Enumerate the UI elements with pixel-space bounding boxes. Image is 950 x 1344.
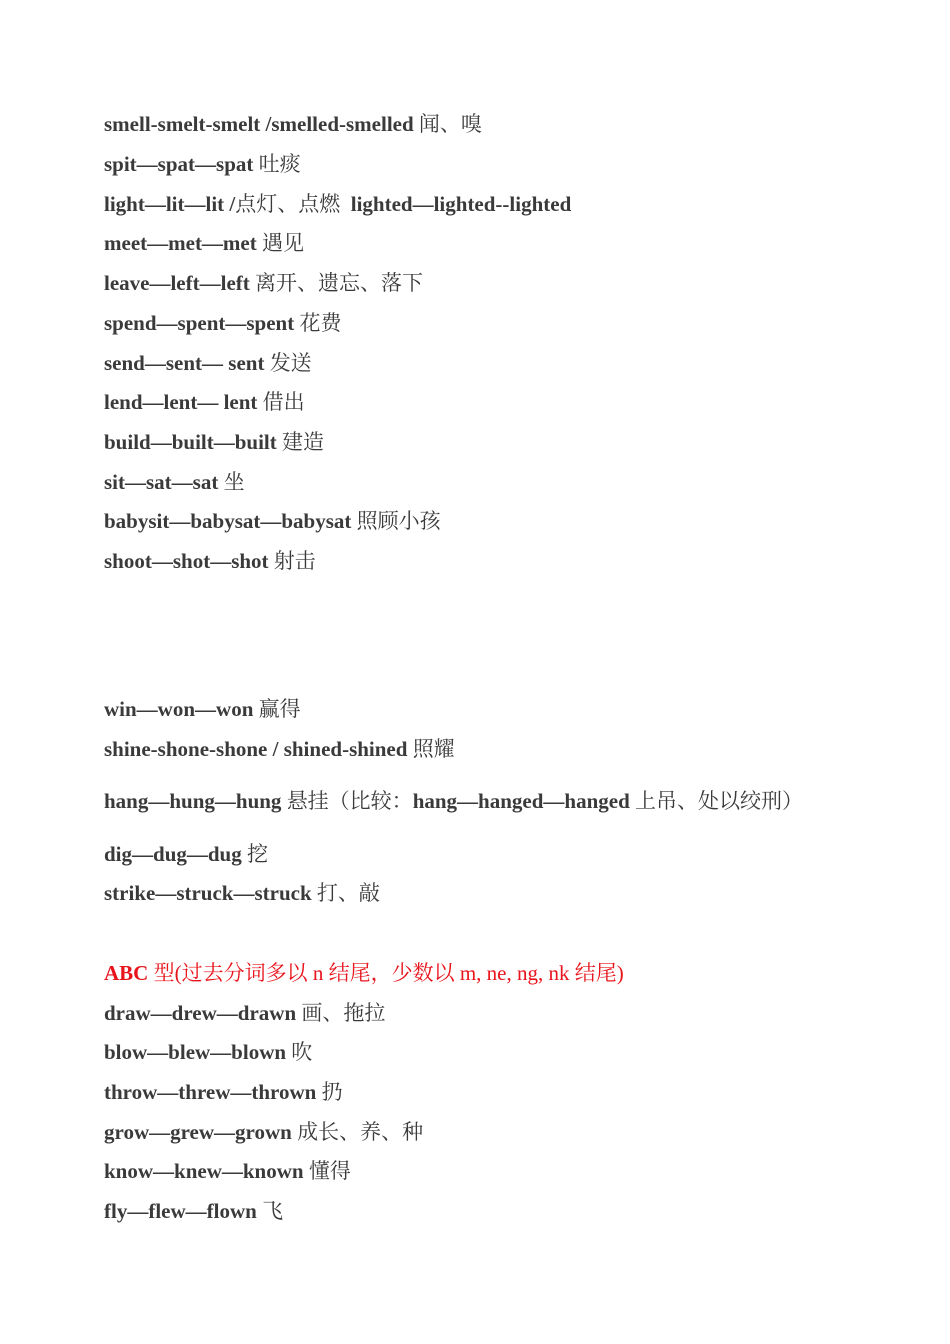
verb-forms: lend—lent— lent — [104, 390, 263, 414]
verb-line — [104, 151, 301, 177]
verb-meaning: 成长、养、种 — [297, 1120, 424, 1144]
verb-line — [104, 1119, 423, 1145]
verb-line — [104, 1198, 283, 1224]
heading-text: 结尾，少数以 — [328, 961, 455, 985]
verb-line — [104, 111, 482, 137]
verb-forms-alt: lighted—lighted--lighted — [340, 192, 572, 216]
verb-line — [104, 429, 324, 455]
verb-forms: spend—spent—spent — [104, 311, 300, 335]
heading-text: n — [307, 961, 329, 985]
verb-forms: sit—sat—sat — [104, 470, 224, 494]
verb-line — [104, 841, 268, 867]
verb-line — [104, 389, 305, 415]
verb-meaning: 扔 — [321, 1080, 343, 1104]
verb-line — [104, 1158, 351, 1184]
verb-meaning: 懂得 — [308, 1159, 351, 1183]
verb-meaning: 飞 — [262, 1199, 284, 1223]
verb-meaning: 遇见 — [262, 231, 304, 255]
verb-line — [104, 350, 312, 376]
verb-line — [104, 736, 455, 762]
verb-meaning: 挖 — [246, 842, 268, 866]
verb-forms: babysit—babysat—babysat — [104, 509, 357, 533]
verb-forms: win—won—won — [104, 697, 259, 721]
verb-line — [104, 548, 316, 574]
verb-line — [104, 270, 423, 296]
verb-forms: throw—threw—thrown — [104, 1080, 322, 1104]
verb-meaning: 发送 — [269, 351, 312, 375]
verb-meaning: 借出 — [262, 390, 305, 414]
verb-line — [104, 469, 245, 495]
verb-forms: draw—drew—drawn — [104, 1001, 302, 1025]
verb-forms: grow—grew—grown — [104, 1120, 298, 1144]
heading-type: ABC — [104, 961, 154, 985]
verb-meaning: 坐 — [223, 470, 245, 494]
verb-meaning: 点灯、点燃 — [235, 192, 341, 216]
verb-forms: know—knew—known — [104, 1159, 309, 1183]
heading-text: m, ne, ng, nk — [454, 961, 575, 985]
verb-meaning: 打、敲 — [316, 881, 380, 905]
verb-meaning: 建造 — [282, 430, 324, 454]
verb-forms: build—built—built — [104, 430, 282, 454]
heading-text: 型(过去分词多以 — [153, 961, 308, 985]
verb-line — [104, 788, 803, 814]
verb-meaning: 射击 — [273, 549, 316, 573]
verb-forms-alt: hang—hanged—hanged — [412, 789, 636, 813]
verb-meaning: 照耀 — [412, 737, 455, 761]
verb-meaning: 吐痰 — [258, 152, 301, 176]
verb-meaning: 照顾小孩 — [356, 509, 441, 533]
verb-forms: meet—met—met — [104, 231, 262, 255]
verb-line — [104, 1000, 385, 1026]
verb-line — [104, 230, 304, 256]
verb-forms: smell-smelt-smelt /smelled-smelled — [104, 112, 419, 136]
heading-text: 结尾) — [574, 961, 624, 985]
verb-meaning: 吹 — [291, 1040, 313, 1064]
verb-meaning: 花费 — [299, 311, 342, 335]
verb-line — [104, 696, 301, 722]
verb-meaning: 画、拖拉 — [301, 1001, 386, 1025]
verb-forms: blow—blew—blown — [104, 1040, 292, 1064]
verb-meaning: 闻、嗅 — [418, 112, 482, 136]
verb-line — [104, 1079, 343, 1105]
verb-forms: dig—dug—dug — [104, 842, 247, 866]
verb-meaning: 离开、遗忘、落下 — [255, 271, 424, 295]
verb-meaning: 悬挂（比较： — [286, 789, 413, 813]
verb-forms: strike—struck—struck — [104, 881, 317, 905]
verb-line — [104, 880, 380, 906]
verb-line — [104, 310, 341, 336]
verb-forms: spit—spat—spat — [104, 152, 259, 176]
verb-meaning: 赢得 — [258, 697, 301, 721]
verb-forms: hang—hung—hung — [104, 789, 287, 813]
verb-forms: shine-shone-shone / shined-shined — [104, 737, 413, 761]
verb-line — [104, 508, 441, 534]
verb-line — [104, 191, 571, 217]
verb-forms: shoot—shot—shot — [104, 549, 274, 573]
verb-forms: leave—left—left — [104, 271, 256, 295]
verb-forms: send—sent— sent — [104, 351, 270, 375]
verb-forms: light—lit—lit / — [104, 192, 236, 216]
verb-meaning-alt: 上吊、处以绞刑） — [635, 789, 804, 813]
verb-line — [104, 1039, 312, 1065]
verb-forms: fly—flew—flown — [104, 1199, 263, 1223]
section-heading — [104, 960, 624, 986]
